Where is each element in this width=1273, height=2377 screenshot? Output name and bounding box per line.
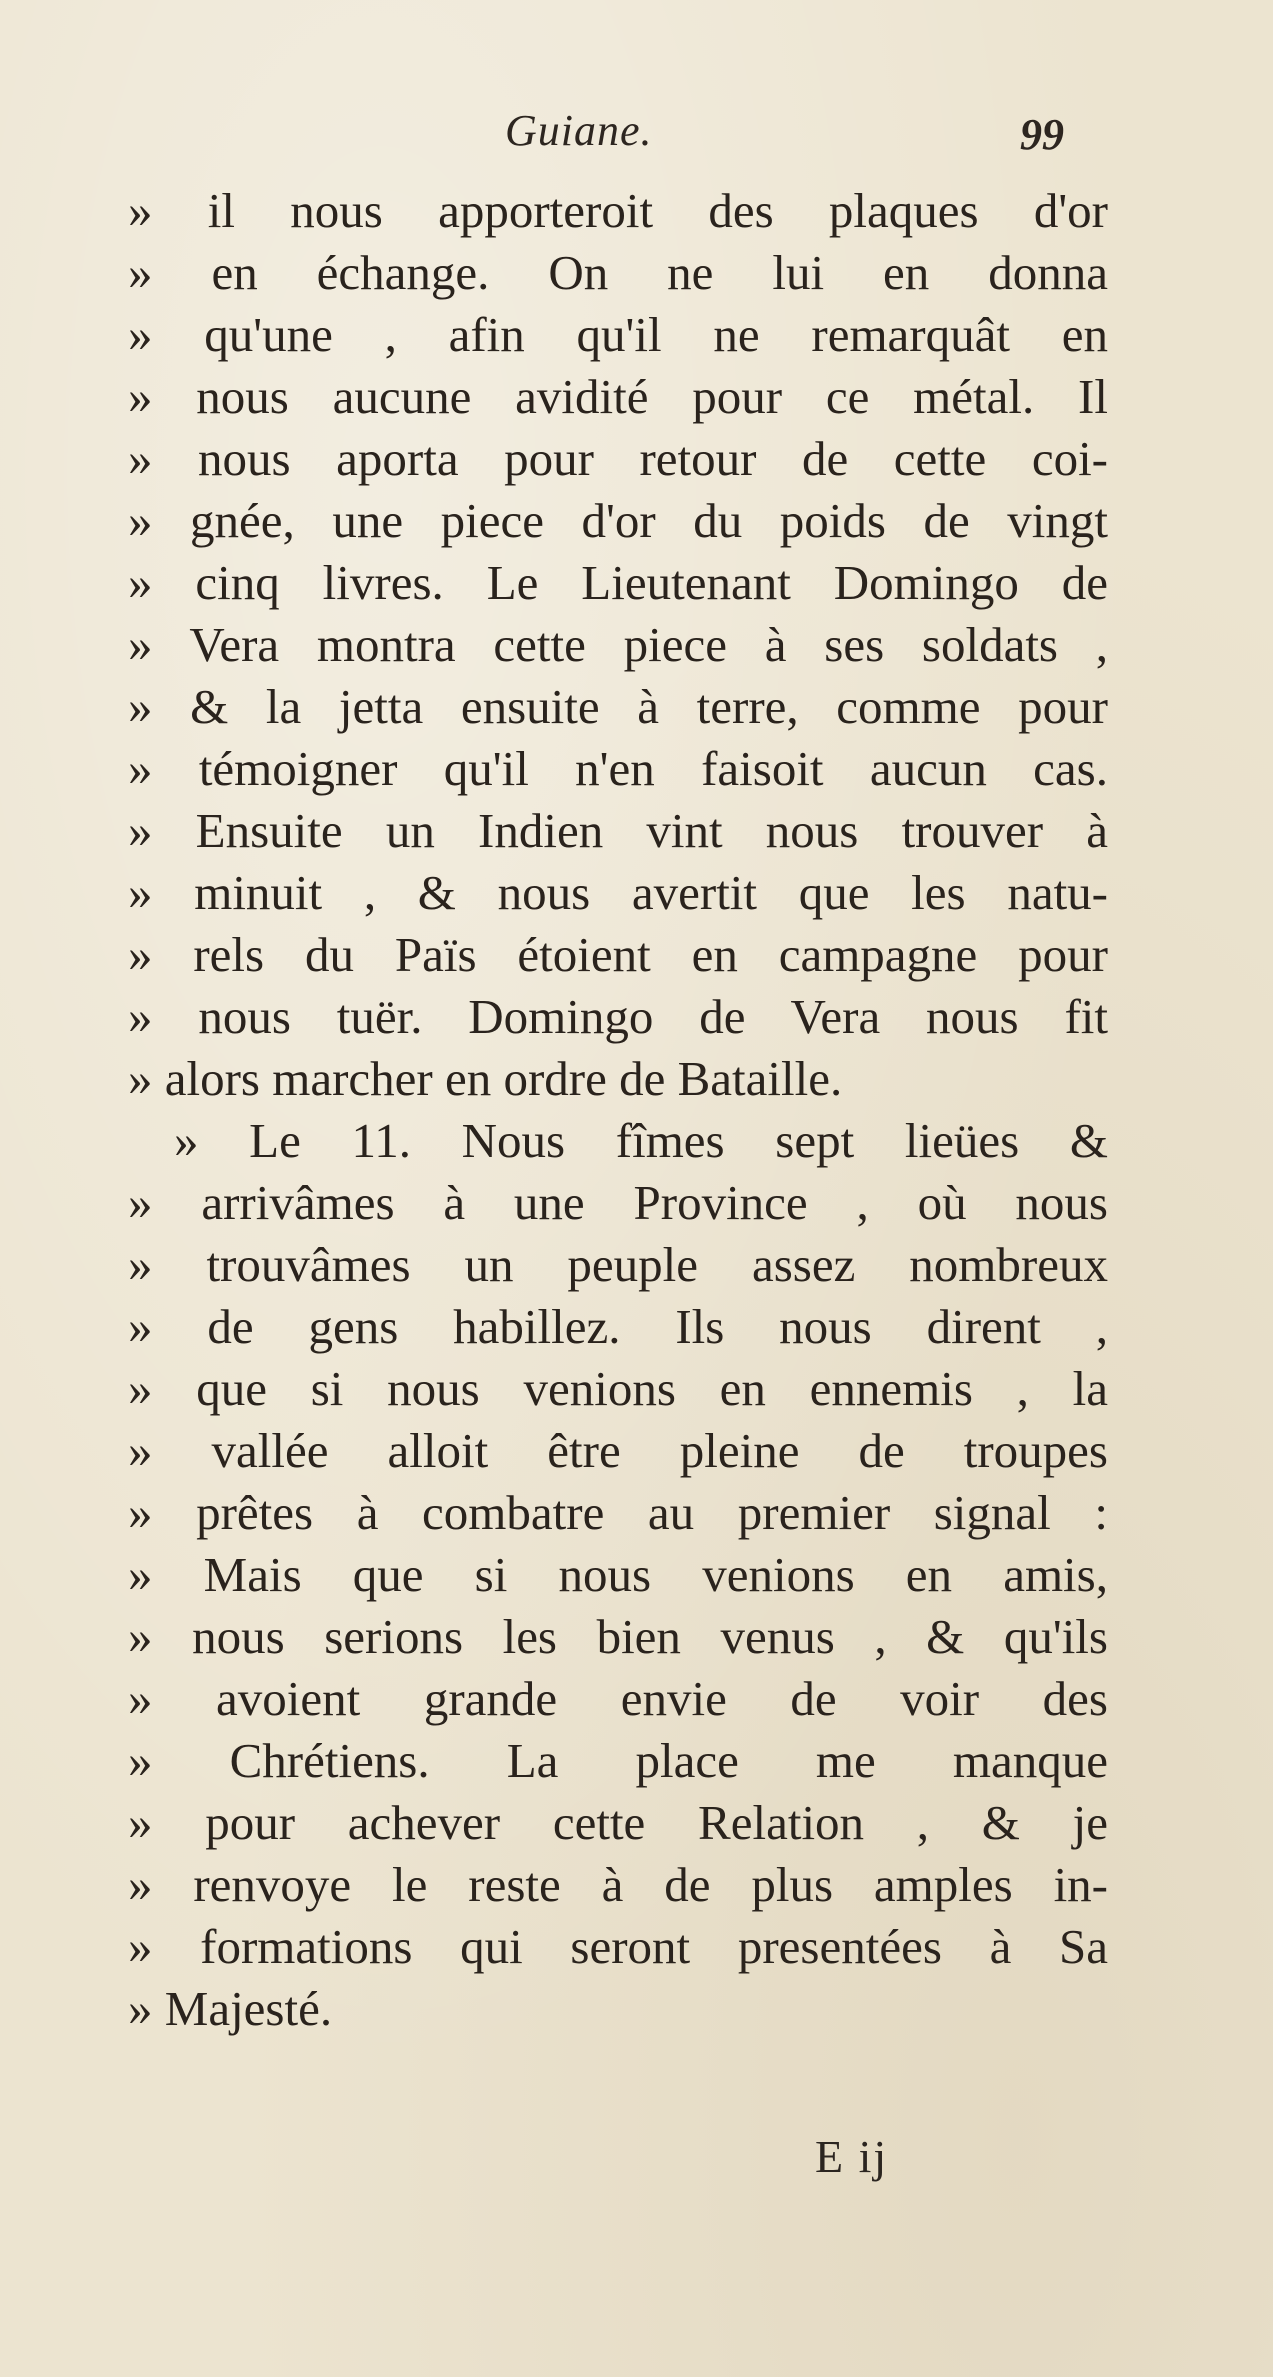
text-line: » formations qui seront presentées à Sa [128, 1919, 1108, 1974]
text-line: » avoient grande envie de voir des [128, 1671, 1108, 1726]
text-line: » Ensuite un Indien vint nous trouver à [128, 803, 1108, 858]
text-line: » de gens habillez. Ils nous dirent , [128, 1299, 1108, 1354]
text-line: » il nous apporteroit des plaques d'or [128, 183, 1108, 238]
text-line: » & la jetta ensuite à terre, comme pour [128, 679, 1108, 734]
text-line: » qu'une , afin qu'il ne remarquât en [128, 307, 1108, 362]
body-text [128, 180, 1108, 2040]
text-line: » Le 11. Nous fîmes sept lieües & [174, 1113, 1108, 1168]
text-line: » nous aporta pour retour de cette coi- [128, 431, 1108, 486]
text-line: » arrivâmes à une Province , où nous [128, 1175, 1108, 1230]
text-line: » nous serions les bien venus , & qu'ils [128, 1609, 1108, 1664]
text-line: » Majesté. [128, 1981, 333, 2036]
text-line: » nous tuër. Domingo de Vera nous fit [128, 989, 1108, 1044]
text-line: » nous aucune avidité pour ce métal. Il [128, 369, 1108, 424]
text-line: » témoigner qu'il n'en faisoit aucun cas. [128, 741, 1108, 796]
text-line: » prêtes à combatre au premier signal : [128, 1485, 1108, 1540]
text-line: » alors marcher en ordre de Bataille. [128, 1051, 843, 1106]
text-line: » pour achever cette Relation , & je [128, 1795, 1108, 1850]
text-line: » vallée alloit être pleine de troupes [128, 1423, 1108, 1478]
text-line: » minuit , & nous avertit que les natu- [128, 865, 1108, 920]
text-line: » Chrétiens. La place me manque [128, 1733, 1108, 1788]
text-line: » trouvâmes un peuple assez nombreux [128, 1237, 1108, 1292]
text-line: » Vera montra cette piece à ses soldats , [128, 617, 1108, 672]
text-line: » que si nous venions en ennemis , la [128, 1361, 1108, 1416]
signature-mark: E ij [815, 2131, 889, 2182]
text-line: » cinq livres. Le Lieutenant Domingo de [128, 555, 1108, 610]
text-line: » gnée, une piece d'or du poids de vingt [128, 493, 1108, 548]
text-line: » renvoye le reste à de plus amples in- [128, 1857, 1108, 1912]
page-header [0, 105, 1273, 165]
page-number: 99 [1020, 110, 1064, 159]
text-line: » rels du Païs étoient en campagne pour [128, 927, 1108, 982]
text-line: » Mais que si nous venions en amis, [128, 1547, 1108, 1602]
text-line: » en échange. On ne lui en donna [128, 245, 1108, 300]
running-title: Guiane. [505, 106, 653, 155]
